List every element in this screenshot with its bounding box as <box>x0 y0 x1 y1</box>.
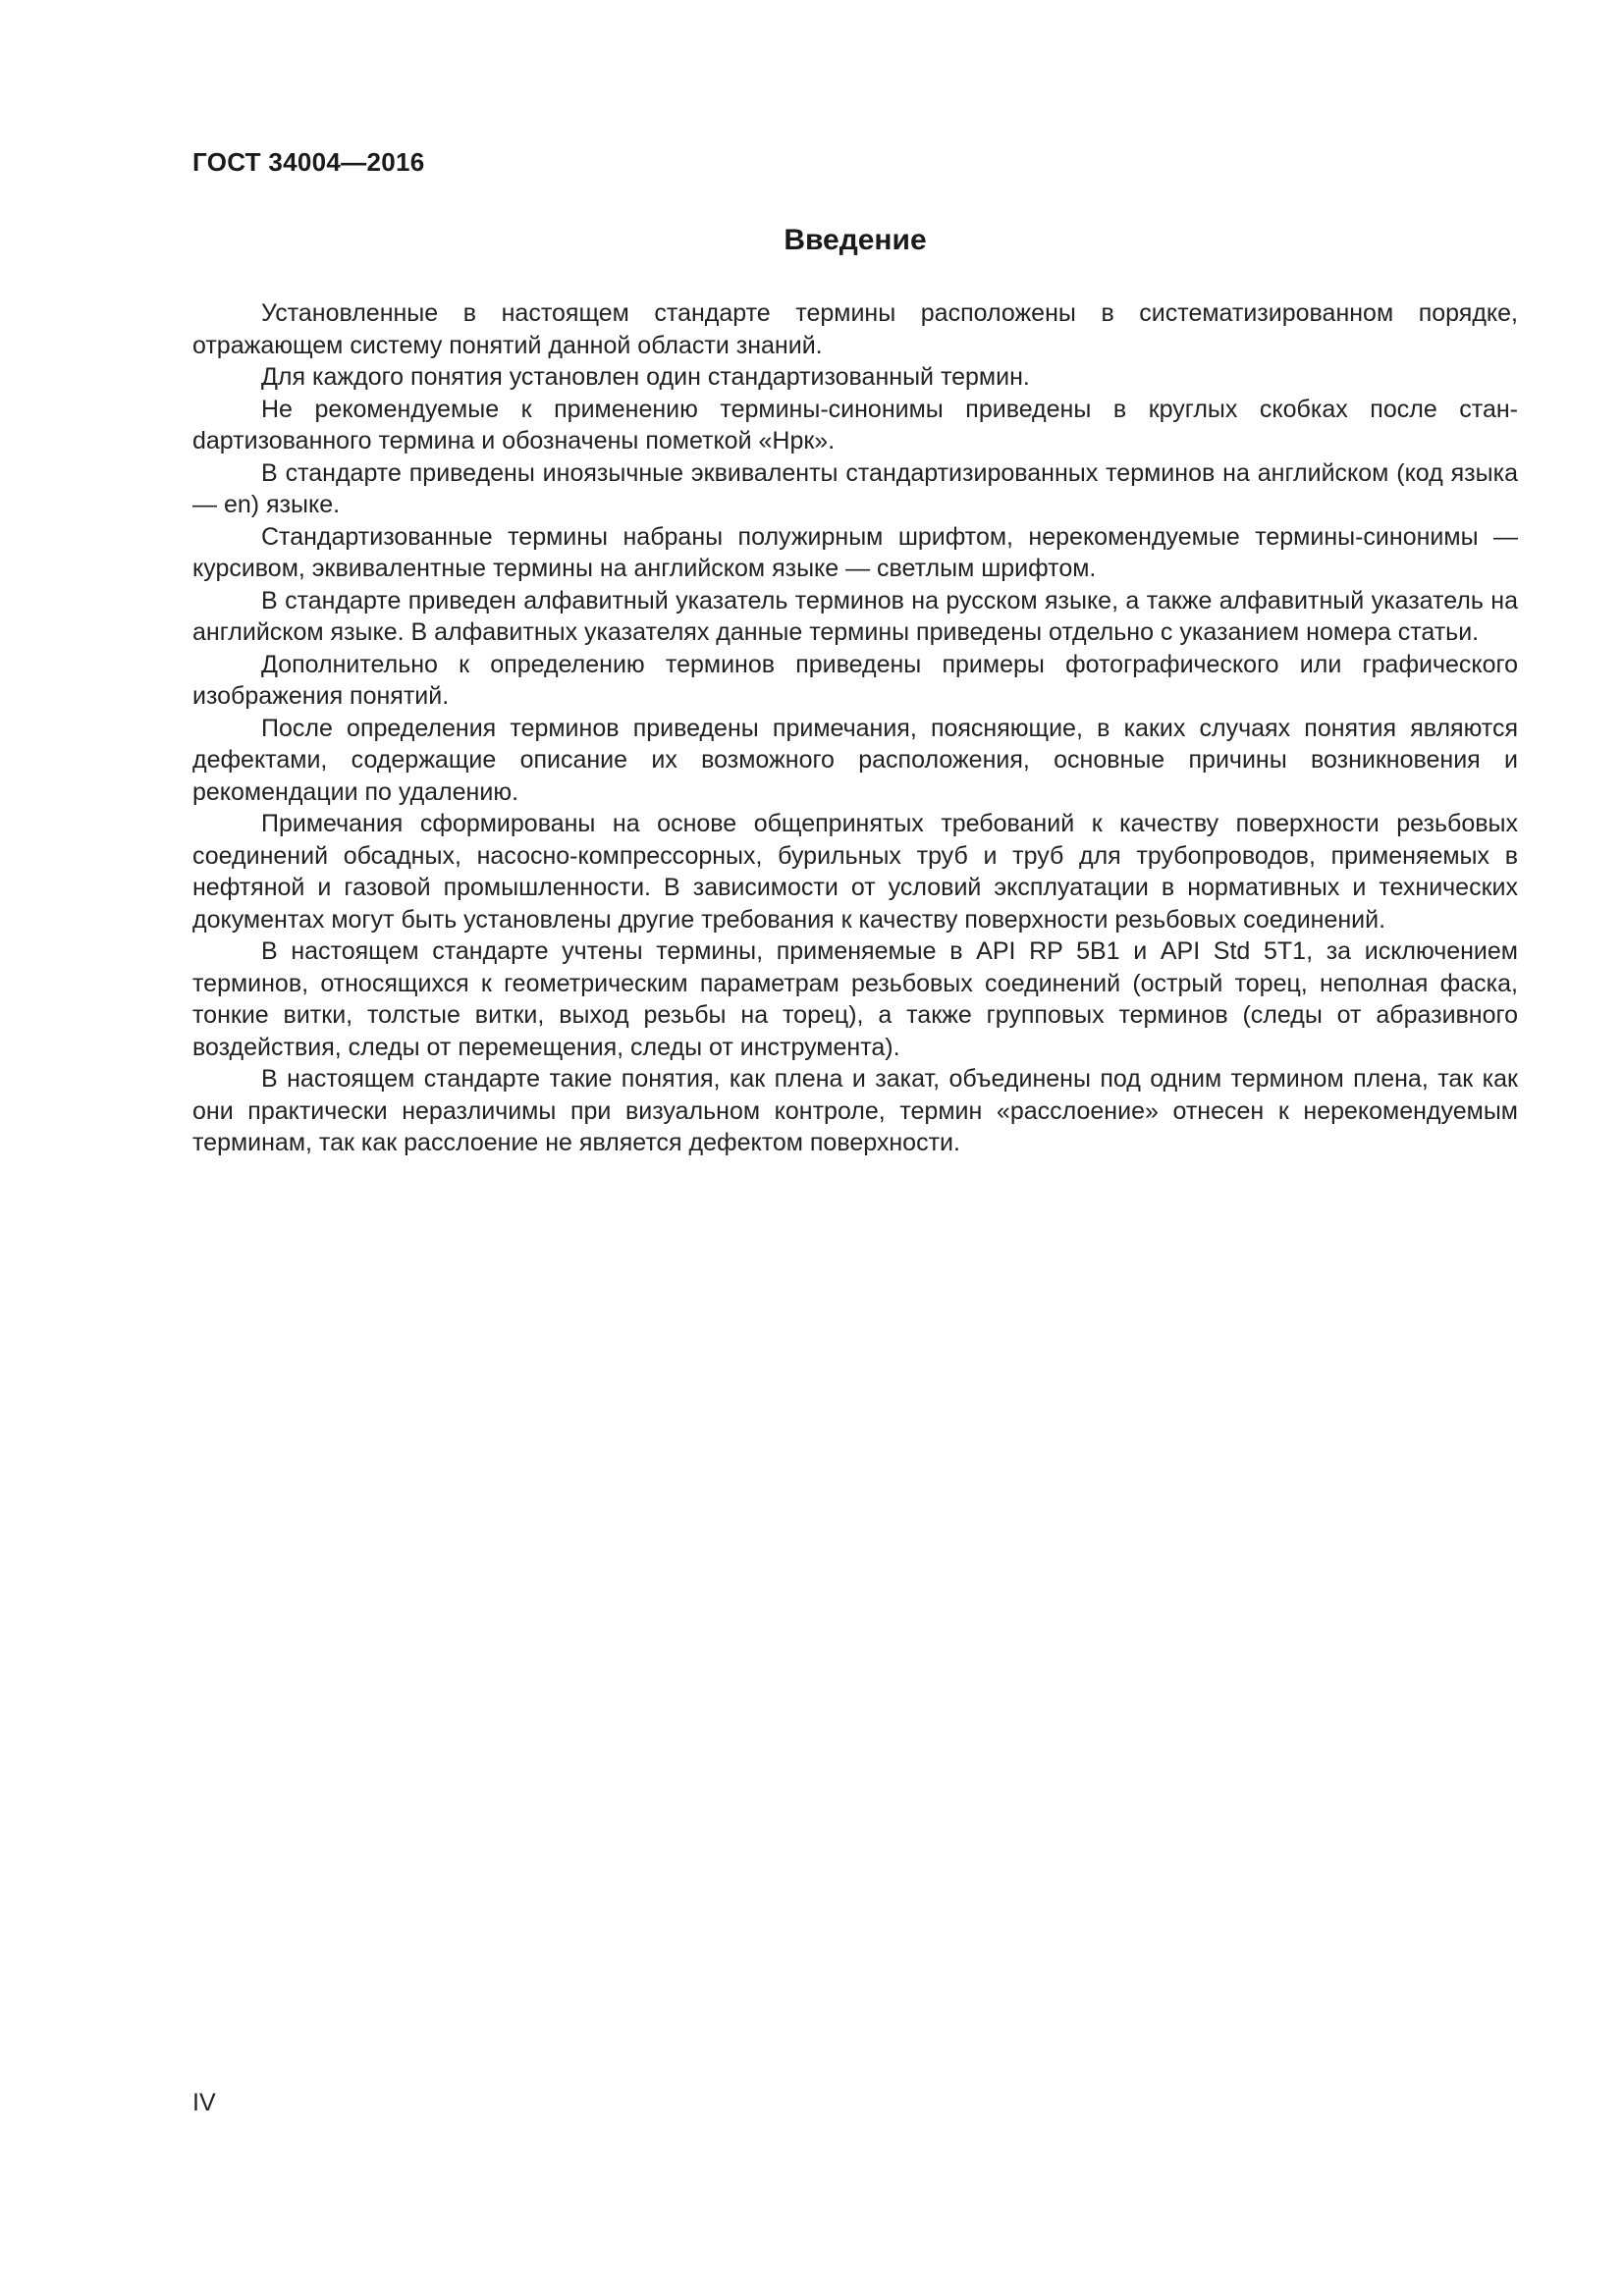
section-title: Введение <box>784 224 927 256</box>
paragraph-5: Стандартизованные термины набраны полужирным шрифтом, нерекомендуемые термины-синонимы — курсивом, эквивалентные термины на английском языке — светлым шрифтом. <box>192 522 1518 582</box>
paragraph-6: В стандарте приведен алфавитный указатель терминов на русском языке, а также алфавитный указатель на английском языке. В алфавитных указателях данные термины приведены отдельно с указанием номера статьи. <box>192 586 1518 646</box>
introduction-body <box>192 297 1518 1159</box>
paragraph-2: Для каждого понятия установлен один стандартизованный термин. <box>261 363 1030 391</box>
standard-id-header: ГОСТ 34004—2016 <box>192 147 425 177</box>
paragraph-7: Дополнительно к определению терминов приведены примеры фотографического или графического изображения понятий. <box>192 650 1518 710</box>
paragraph-11: В настоящем стандарте такие понятия, как плена и закат, объединены под одним термином плена, так как они практически неразличимы при визуальном контроле, термин «расслоение» отнесен к нерекомендуемым терминам, так как расслоение не является дефектом поверхности. <box>192 1065 1518 1156</box>
paragraph-4: В стандарте приведены иноязычные эквиваленты стандартизированных терминов на английском (код языка — en) языке. <box>192 458 1518 518</box>
paragraph-10: В настоящем стандарте учтены термины, применяемые в API RP 5B1 и API Std 5T1, за исключением терминов, относящихся к геометрическим параметрам резьбовых соединений (острый торец, неполная фаска, тонкие витки, толстые витки, выход резьбы на торец), а также групповых терминов (следы от абразивного воздействия, следы от перемещения, следы от инструмента). <box>192 937 1518 1061</box>
paragraph-9: Примечания сформированы на основе общепринятых требований к качеству поверхности резьбовых соединений обсадных, насосно-компрессорных, бурильных труб и труб для трубопроводов, применяемых в нефтяной и газовой промышленности. В зависимости от условий эксплуатации в нормативных и технических документах могут быть установлены другие требования к качеству поверхности резьбовых соединений. <box>192 810 1518 934</box>
paragraph-8: После определения терминов приведены примечания, поясняющие, в каких случаях понятия являются дефектами, содержащие описание их возможного расположения, основные причины возникновения и рекомендации по удалению. <box>192 714 1518 806</box>
paragraph-1: Установленные в настоящем стандарте термины расположены в систематизированном порядке, отражающем систему понятий данной области знаний. <box>192 299 1518 359</box>
page-number: IV <box>192 2089 216 2116</box>
paragraph-3: Не рекомендуемые к применению термины-синонимы приведены в круглых скобках после станdартизованного термина и обозначены пометкой «Нрк». <box>192 395 1518 454</box>
